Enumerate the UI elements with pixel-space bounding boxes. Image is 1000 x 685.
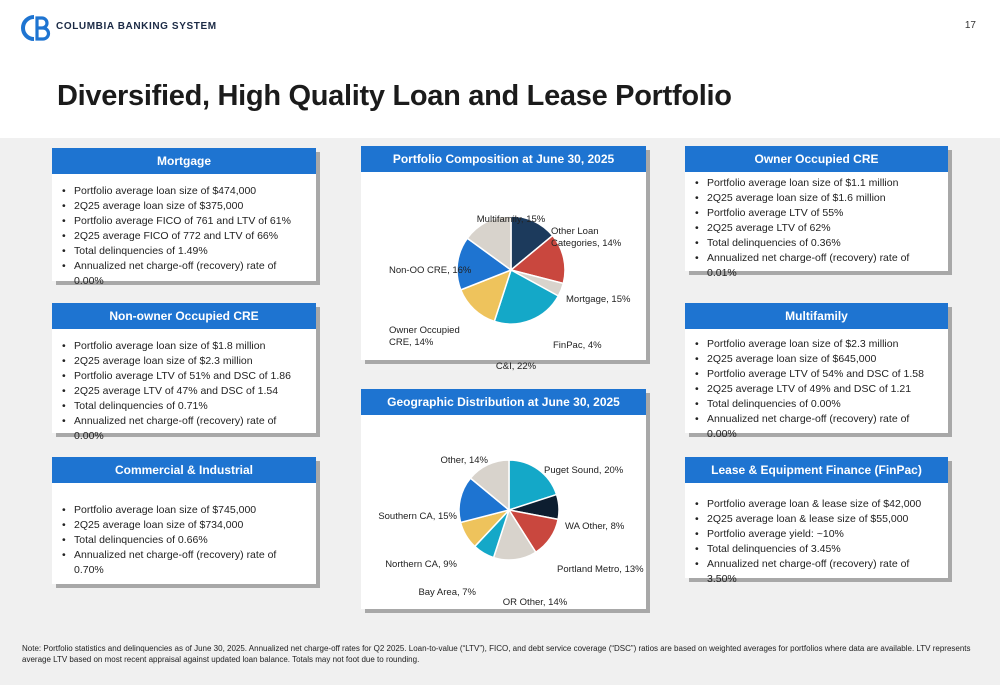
bullet-item: • Portfolio average loan & lease size of $42,000 bbox=[707, 497, 940, 512]
bullet-item: • 2Q25 average LTV of 49% and DSC of 1.21 bbox=[707, 382, 940, 397]
bullet-list bbox=[685, 172, 948, 281]
bullet-item: • 2Q25 average loan size of $2.3 million bbox=[74, 354, 308, 369]
bullet-item: • Portfolio average loan size of $474,000 bbox=[74, 184, 308, 199]
bullet-item: • Annualized net charge-off (recovery) rate of 0.00% bbox=[707, 412, 940, 442]
footnote: Note: Portfolio statistics and delinquencies as of June 30, 2025. Annualized net charge-off rates for Q2 2025. Loan-to-value (“LTV”), FICO, and debt service coverage (“DSC”) ratios are based on weighted averages for portfolios where data are available. LTV represents average LTV based on most recent appraisal against updated loan balance. Totals may not foot due to rounding. bbox=[22, 644, 971, 664]
bullet-list bbox=[52, 174, 316, 289]
bullet-item: • Total delinquencies of 3.45% bbox=[707, 542, 940, 557]
card-title: Owner Occupied CRE bbox=[685, 146, 948, 172]
card-title: Geographic Distribution at June 30, 2025 bbox=[361, 389, 646, 415]
bullet-item: • 2Q25 average loan & lease size of $55,000 bbox=[707, 512, 940, 527]
bullet-item: • Portfolio average loan size of $745,000 bbox=[74, 503, 308, 518]
bullet-item: • Total delinquencies of 0.00% bbox=[707, 397, 940, 412]
bullet-item: • Annualized net charge-off (recovery) rate of 0.70% bbox=[74, 548, 308, 578]
pie-label: Owner Occupied CRE, 14% bbox=[389, 325, 460, 348]
bullet-item: • Portfolio average LTV of 54% and DSC of 1.58 bbox=[707, 367, 940, 382]
pie-label: Northern CA, 9% bbox=[385, 559, 457, 570]
bullet-item: • Portfolio average loan size of $1.8 million bbox=[74, 339, 308, 354]
bullet-item: • Annualized net charge-off (recovery) rate of 0.00% bbox=[74, 259, 308, 289]
brand-name: COLUMBIA BANKING SYSTEM bbox=[56, 21, 217, 32]
bullet-item: • Total delinquencies of 1.49% bbox=[74, 244, 308, 259]
pie-label: Multifamily, 15% bbox=[476, 214, 546, 225]
pie-label: Other Loan Categories, 14% bbox=[551, 226, 622, 249]
card-title: Portfolio Composition at June 30, 2025 bbox=[361, 146, 646, 172]
bullet-item: • 2Q25 average loan size of $1.6 million bbox=[707, 191, 940, 206]
geographic-distribution-pie-chart bbox=[361, 415, 646, 609]
bullet-item: • Annualized net charge-off (recovery) rate of 0.01% bbox=[707, 251, 940, 281]
page-number: 17 bbox=[964, 20, 976, 31]
card-title: Lease & Equipment Finance (FinPac) bbox=[685, 457, 948, 483]
multifamily-card bbox=[685, 303, 948, 440]
bullet-item: • Total delinquencies of 0.66% bbox=[74, 533, 308, 548]
card-title: Non-owner Occupied CRE bbox=[52, 303, 316, 329]
pie-label: Mortgage, 15% bbox=[566, 294, 631, 305]
commercial-industrial-card bbox=[52, 457, 316, 584]
bullet-item: • 2Q25 average LTV of 47% and DSC of 1.54 bbox=[74, 384, 308, 399]
pie-label: Southern CA, 15% bbox=[378, 511, 457, 522]
pie-label: Non-OO CRE, 16% bbox=[389, 265, 472, 276]
portfolio-composition-card bbox=[361, 146, 646, 372]
portfolio-composition-pie-chart bbox=[361, 172, 646, 372]
non-owner-cre-card bbox=[52, 303, 316, 442]
header bbox=[0, 0, 1000, 138]
bullet-list bbox=[52, 329, 316, 444]
bullet-item: • 2Q25 average FICO of 772 and LTV of 66% bbox=[74, 229, 308, 244]
finpac-card bbox=[685, 457, 948, 585]
pie-label: C&I, 22% bbox=[495, 361, 537, 372]
pie-label: WA Other, 8% bbox=[565, 521, 625, 532]
pie-label: Bay Area, 7% bbox=[418, 587, 476, 598]
bullet-item: • 2Q25 average loan size of $375,000 bbox=[74, 199, 308, 214]
pie-label: OR Other, 14% bbox=[502, 597, 568, 608]
bullet-item: • Annualized net charge-off (recovery) rate of 0.00% bbox=[74, 414, 308, 444]
bullet-item: • Portfolio average yield: ~10% bbox=[707, 527, 940, 542]
bullet-item: • Total delinquencies of 0.71% bbox=[74, 399, 308, 414]
card-title: Mortgage bbox=[52, 148, 316, 174]
bullet-item: • Portfolio average loan size of $1.1 million bbox=[707, 176, 940, 191]
mortgage-card bbox=[52, 148, 316, 287]
bullet-item: • 2Q25 average loan size of $645,000 bbox=[707, 352, 940, 367]
pie-label: Other, 14% bbox=[440, 455, 488, 466]
pie-label: FinPac, 4% bbox=[553, 340, 602, 351]
bullet-item: • Portfolio average LTV of 55% bbox=[707, 206, 940, 221]
bullet-item: • Total delinquencies of 0.36% bbox=[707, 236, 940, 251]
page-title: Diversified, High Quality Loan and Lease Portfolio bbox=[57, 80, 732, 112]
bullet-item: • Annualized net charge-off (recovery) rate of 3.50% bbox=[707, 557, 940, 587]
bullet-item: • Portfolio average loan size of $2.3 million bbox=[707, 337, 940, 352]
bullet-item: • 2Q25 average loan size of $734,000 bbox=[74, 518, 308, 533]
card-title: Multifamily bbox=[685, 303, 948, 329]
columbia-logo-icon bbox=[22, 14, 50, 42]
owner-occupied-cre-card bbox=[685, 146, 948, 279]
geographic-distribution-card bbox=[361, 389, 646, 609]
card-title: Commercial & Industrial bbox=[52, 457, 316, 483]
bullet-list bbox=[685, 329, 948, 442]
pie-label: Portland Metro, 13% bbox=[557, 564, 644, 575]
pie-label: Puget Sound, 20% bbox=[544, 465, 624, 476]
bullet-list bbox=[685, 483, 948, 587]
bullet-item: • Portfolio average LTV of 51% and DSC of 1.86 bbox=[74, 369, 308, 384]
bullet-list bbox=[52, 483, 316, 578]
bullet-item: • 2Q25 average LTV of 62% bbox=[707, 221, 940, 236]
bullet-item: • Portfolio average FICO of 761 and LTV of 61% bbox=[74, 214, 308, 229]
